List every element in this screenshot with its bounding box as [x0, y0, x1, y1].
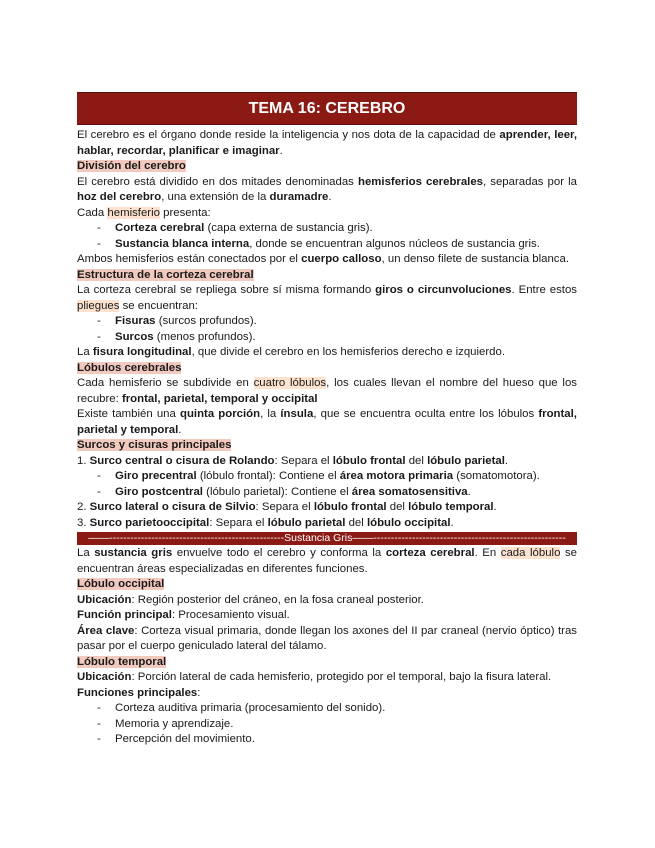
- text: del: [386, 501, 409, 513]
- text: 3.: [77, 516, 90, 529]
- section-heading-surcos: [77, 438, 577, 454]
- text: Cada hemisferio se subdivide en: [77, 377, 254, 389]
- heading-text: Estructura de la corteza cerebral: [77, 268, 254, 281]
- corteza-list: [77, 314, 577, 345]
- temporal-ubicacion: [77, 670, 577, 686]
- text: se encuentran áreas especializadas en diferentes funciones.: [77, 547, 577, 575]
- text: , los cuales llevan el nombre del hueso que los recubre:: [77, 377, 577, 405]
- text: (surcos profundos).: [155, 315, 257, 327]
- bold-text: Surcos: [115, 330, 154, 343]
- bold-text: área somatosensitiva: [351, 485, 468, 498]
- text: (lóbulo frontal): Contiene el: [196, 470, 340, 482]
- text: (lóbulo parietal): Contiene el: [202, 485, 352, 498]
- occipital-ubicacion: [77, 593, 577, 609]
- heading-text: Lóbulo occipital: [77, 578, 165, 590]
- page-title-text: TEMA 16: CEREBRO: [248, 99, 406, 117]
- sustancia-gris-divider: [77, 532, 577, 545]
- surco-item-2: [77, 500, 577, 516]
- list-item: - Memoria y aprendizaje.: [77, 717, 577, 733]
- bold-text: área motora primaria: [339, 470, 454, 482]
- text: .: [178, 423, 182, 436]
- text: Ambos hemisferios están conectados por el: [77, 253, 302, 265]
- sustancia-paragraph: [77, 546, 577, 577]
- bold-text: Surco central o cisura de Rolando: [89, 454, 275, 467]
- division-paragraph-3: [77, 252, 577, 268]
- heading-text: Surcos y cisuras principales: [77, 439, 232, 451]
- bold-text: Fisuras: [115, 315, 156, 327]
- bold-text: Surco parietooccipital: [89, 516, 210, 529]
- bold-text: quinta porción: [179, 408, 261, 420]
- bold-text: lóbulo frontal: [332, 454, 406, 467]
- text: : Corteza visual primaria, donde llegan los axones del II par craneal (nervio óptico) tras pasar por el cuerpo geniculado lateral del tálamo.: [77, 624, 578, 652]
- lobulos-paragraph-1: [77, 376, 577, 407]
- text: 2.: [77, 501, 90, 513]
- text: presenta:: [159, 206, 211, 219]
- list-item: [77, 237, 577, 253]
- divider-text: ——--------------------------------------------------Sustancia Gris——-------------------------------------------------------: [88, 532, 566, 544]
- bold-text: Corteza cerebral: [115, 222, 205, 234]
- text: : Separa el: [274, 454, 333, 467]
- text: La: [77, 346, 93, 358]
- bold-text: frontal, parietal y temporal: [77, 408, 577, 436]
- heading-text: Lóbulo temporal: [77, 655, 167, 668]
- text: .: [328, 191, 332, 203]
- bold-text: Sustancia blanca interna: [115, 237, 250, 250]
- surco-item-3: [77, 516, 577, 532]
- intro-paragraph: [77, 128, 577, 159]
- bold-text: hemisferios cerebrales: [357, 175, 484, 188]
- text: , separadas por la: [483, 175, 577, 188]
- text: : Porción lateral de cada hemisferio, protegido por el temporal, bajo la fisura lateral.: [131, 671, 552, 683]
- heading-text: Lóbulos cerebrales: [77, 361, 182, 374]
- bold-text: lóbulo parietal: [267, 516, 346, 529]
- text: . En: [474, 547, 501, 559]
- text: , donde se encuentran algunos núcleos de sustancia gris.: [249, 237, 540, 250]
- division-paragraph-2: [77, 206, 577, 222]
- list-item: [77, 314, 577, 330]
- text: , que se encuentra oculta entre los lóbulos: [313, 408, 539, 420]
- text: Cada: [77, 206, 108, 219]
- bold-text: sustancia gris: [94, 547, 173, 559]
- temporal-list: [77, 701, 577, 748]
- text: . Entre estos: [511, 284, 577, 296]
- occipital-area: [77, 624, 577, 655]
- text: envuelve todo el cerebro y conforma la: [172, 547, 386, 559]
- lobulos-paragraph-2: [77, 407, 577, 438]
- list-item: [77, 330, 577, 346]
- section-heading-division: [77, 159, 577, 175]
- text: del: [345, 516, 367, 529]
- text: , una extensión de la: [161, 191, 270, 203]
- list-item: - Corteza auditiva primaria (procesamiento del sonido).: [77, 701, 577, 717]
- text: El cerebro está dividido en dos mitades denominadas: [77, 175, 358, 188]
- highlighted-text: pliegues: [77, 299, 120, 312]
- heading-text: División del cerebro: [77, 160, 186, 172]
- text: (somatomotora).: [453, 470, 540, 482]
- bold-text: giros o circunvoluciones: [375, 284, 512, 296]
- section-heading-corteza: [77, 268, 577, 284]
- text: : Procesamiento visual.: [171, 609, 290, 621]
- text: : Separa el: [255, 501, 314, 513]
- bold-text: corteza cerebral: [385, 547, 475, 559]
- surco-subitem-postcentral: [77, 485, 577, 501]
- bold-text: hoz del cerebro: [77, 191, 162, 203]
- text: , la: [260, 408, 281, 420]
- document-content: [77, 92, 577, 748]
- bold-text: lóbulo parietal: [427, 454, 505, 467]
- corteza-paragraph-1: [77, 283, 577, 314]
- bold-text: Función principal: [77, 609, 172, 621]
- highlighted-text: cuatro lóbulos: [253, 377, 327, 389]
- surco-item-1: [77, 454, 577, 470]
- division-paragraph-1: [77, 175, 577, 206]
- division-list: [77, 221, 577, 252]
- bold-text: Ubicación: [77, 671, 132, 683]
- bold-text: duramadre: [269, 191, 329, 203]
- bold-text: Funciones principales: [77, 686, 198, 699]
- occipital-funcion: [77, 608, 577, 624]
- bold-text: Giro postcentral: [115, 485, 203, 498]
- highlighted-text: hemisferio: [107, 206, 160, 219]
- text: , un denso filete de sustancia blanca.: [381, 253, 569, 265]
- text: .: [467, 485, 471, 498]
- bold-text: fisura longitudinal: [92, 346, 192, 358]
- bold-text: Ubicación: [77, 593, 132, 606]
- text: : Región posterior del cráneo, en la fosa craneal posterior.: [131, 593, 424, 606]
- text: se encuentran:: [119, 299, 198, 312]
- text: Existe también una: [77, 408, 180, 420]
- text: La: [77, 547, 95, 559]
- bold-text: lóbulo frontal: [313, 501, 387, 513]
- surco-subitem-precentral: [77, 469, 577, 485]
- highlighted-text: cada lóbulo: [500, 547, 561, 559]
- bold-text: Surco lateral o cisura de Silvio: [89, 501, 256, 513]
- section-heading-temporal: [77, 655, 577, 671]
- text: : Separa el: [209, 516, 268, 529]
- text: , que divide el cerebro en los hemisferios derecho e izquierdo.: [191, 346, 505, 358]
- text: (capa externa de sustancia gris).: [204, 222, 373, 234]
- text: .: [504, 454, 509, 467]
- text: (menos profundos).: [153, 330, 256, 343]
- bold-text: aprender, leer, hablar, recordar, planificar e imaginar: [77, 129, 578, 157]
- text: La corteza cerebral se repliega sobre sí misma formando: [77, 284, 376, 296]
- text: .: [493, 501, 497, 513]
- text: El cerebro es el órgano donde reside la inteligencia y nos dota de la capacidad de: [77, 129, 500, 141]
- text: 1.: [77, 454, 90, 467]
- bold-text: Giro precentral: [115, 470, 197, 482]
- bold-text: Área clave: [77, 624, 135, 637]
- bold-text: frontal, parietal, temporal y occipital: [121, 392, 318, 405]
- list-item: - Percepción del movimiento.: [77, 732, 577, 748]
- text: del: [405, 454, 428, 467]
- list-item: [77, 221, 577, 237]
- section-heading-occipital: [77, 577, 577, 593]
- text: .: [450, 516, 454, 529]
- corteza-paragraph-2: [77, 345, 577, 361]
- bold-text: cuerpo calloso: [301, 253, 382, 265]
- bold-text: ínsula: [280, 408, 314, 420]
- bold-text: lóbulo occipital: [366, 516, 451, 529]
- page-title: [77, 92, 577, 125]
- temporal-funciones: [77, 686, 577, 702]
- text: .: [279, 144, 283, 157]
- text: :: [197, 686, 201, 699]
- bold-text: lóbulo temporal: [408, 501, 494, 513]
- section-heading-lobulos: [77, 361, 577, 377]
